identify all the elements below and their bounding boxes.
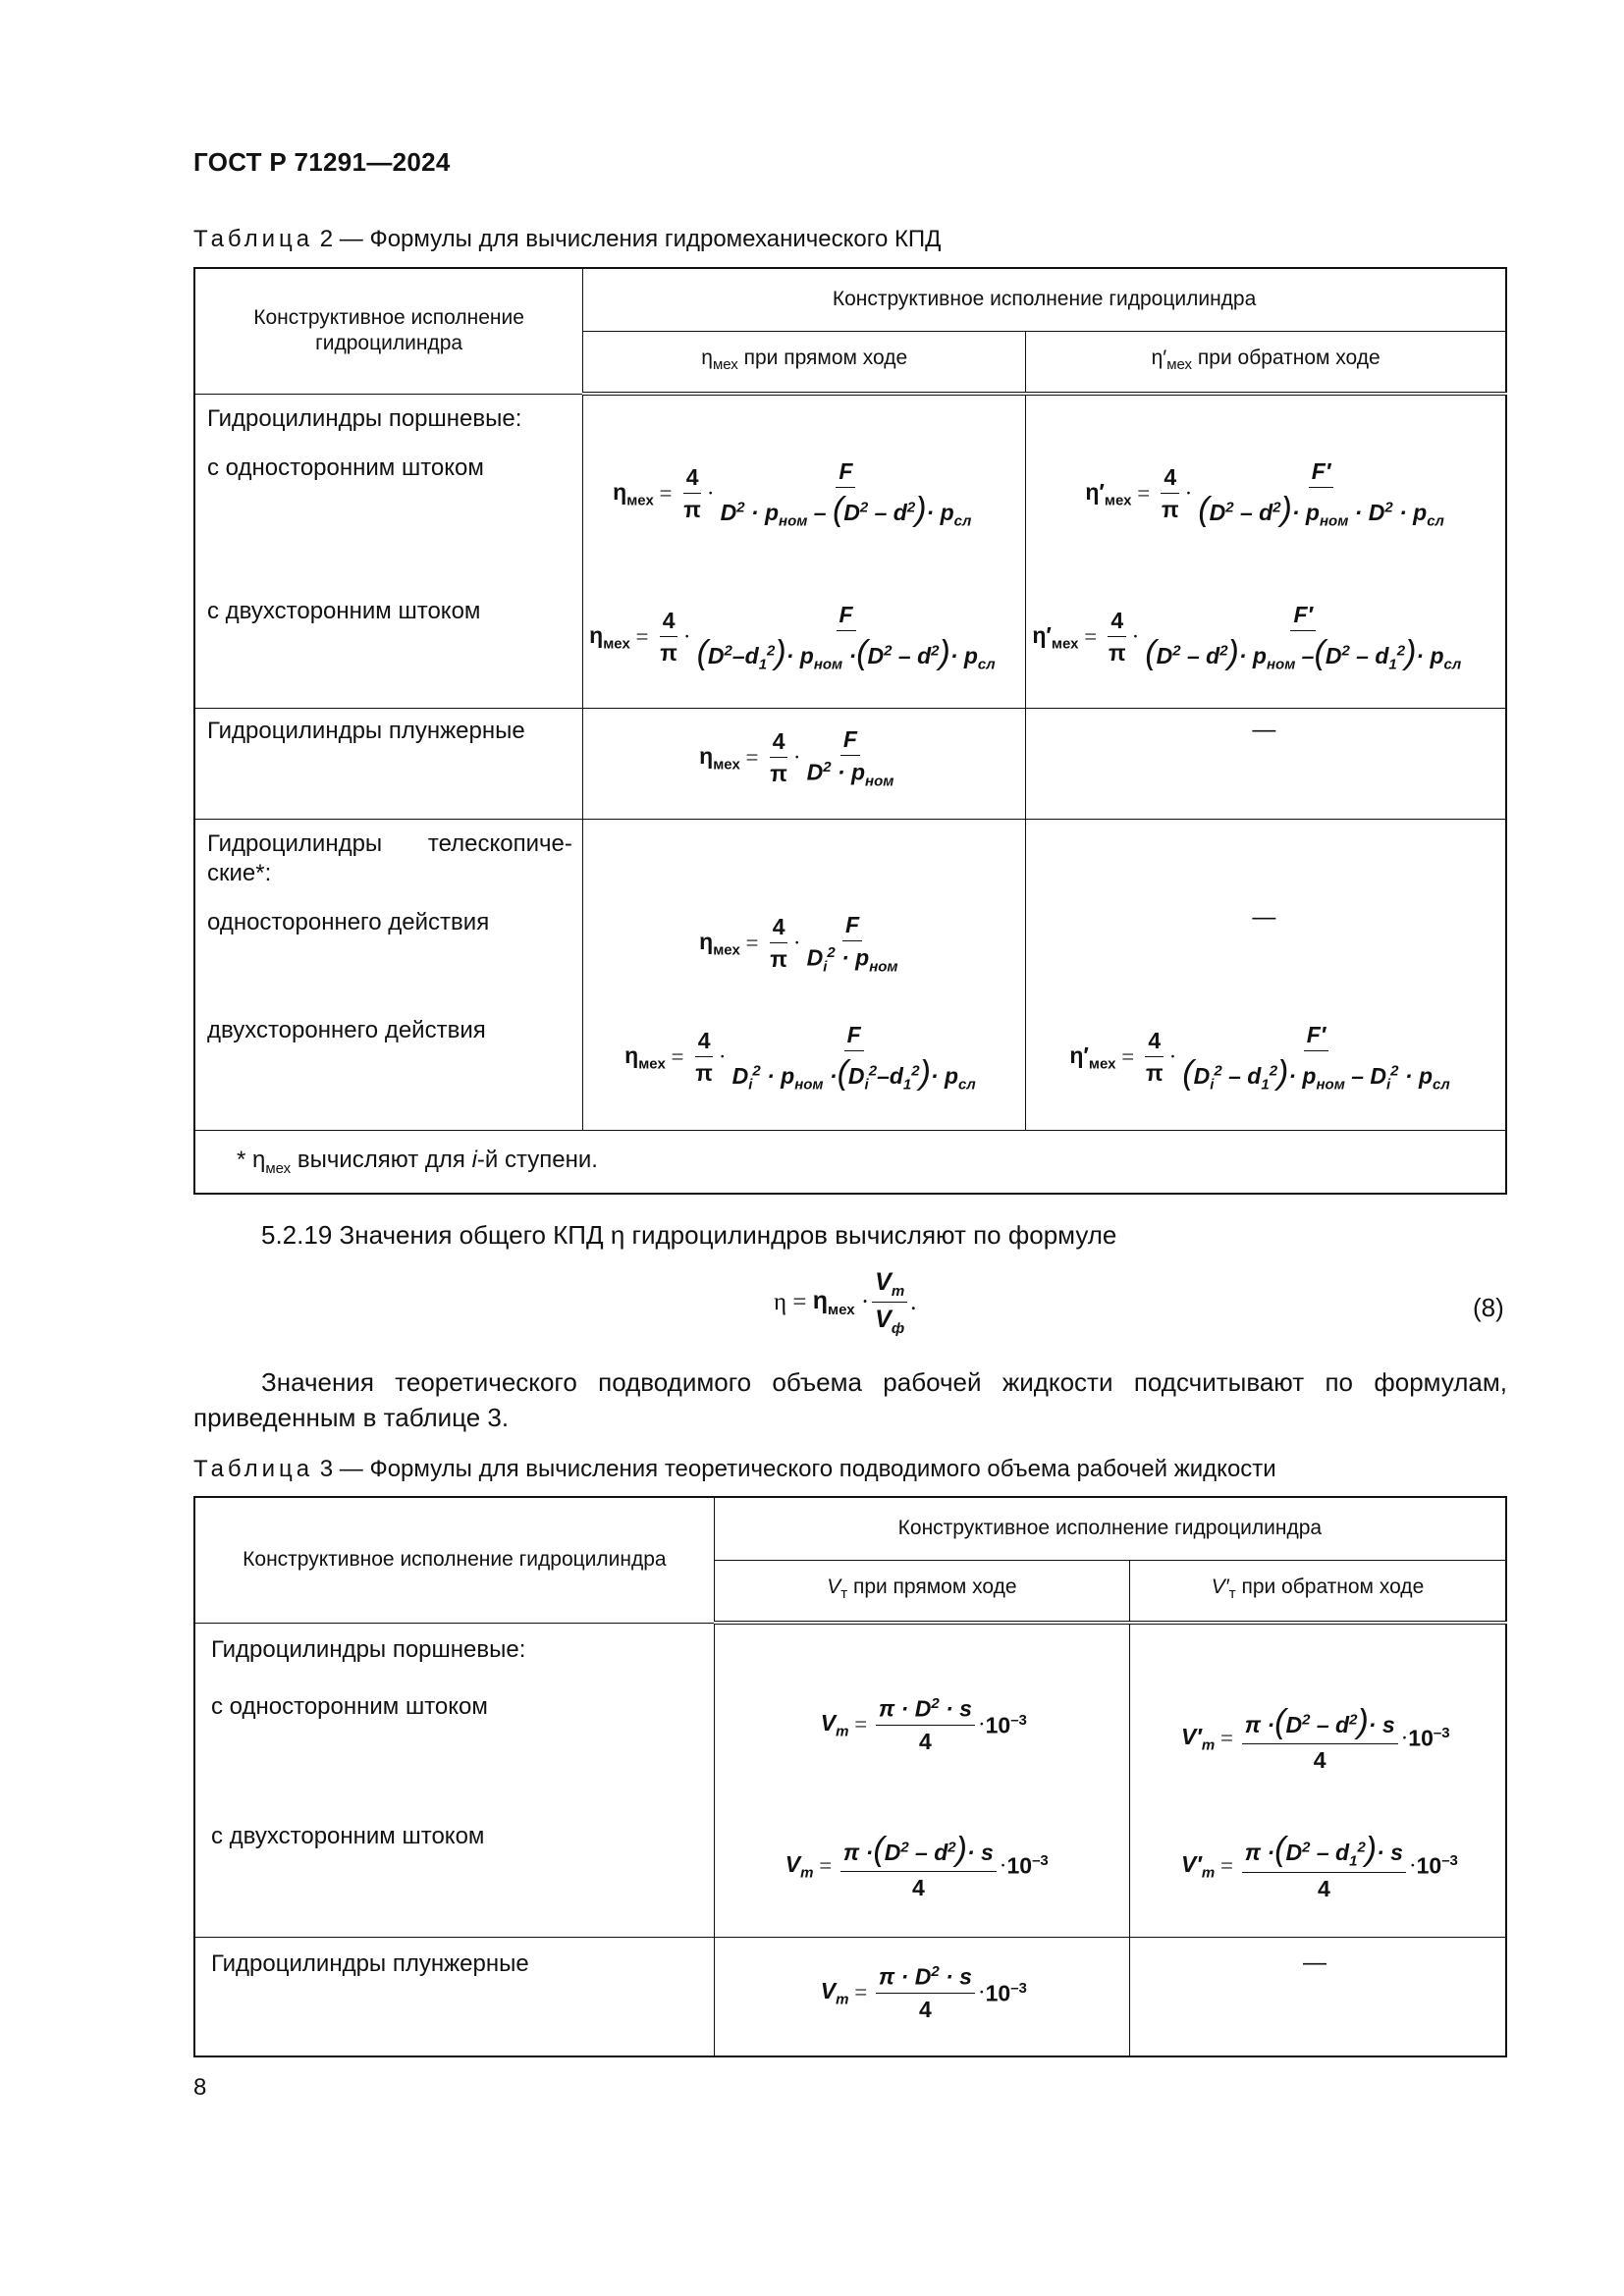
t3-head-group: Конструктивное исполнение гидроцилиндра	[714, 1497, 1506, 1560]
formula: $\eta'_{мех}$ = $\frac{4}{\pi}$ · $\frac{F'}{(D_i^2 - d_1^2)\cdot p_{ном} - D_i^2 \cdot p_{сл}}$	[1069, 1022, 1450, 1094]
t2-plunger-direct	[583, 709, 1026, 820]
row-label: с двухсторонним штоком	[211, 1822, 485, 1849]
t3-row-piston-label	[194, 1623, 714, 1938]
formula: $\eta'_{мех}$ = $\frac{4}{\pi}$ · $\frac{F'}{(D^2 - d^2)\cdot p_{ном} -(D^2 - d_1^2)\cdot p_{сл}}$	[1032, 602, 1462, 673]
t2-plunger-reverse	[1026, 709, 1506, 820]
t2-head-group: Конструктивное исполнение гидроцилиндра	[583, 268, 1506, 331]
t2-head-direct: $\eta_{мех}$ при прямом ходе	[583, 331, 1026, 394]
formula: $\eta'_{мех}$ = $\frac{4}{\pi}$ · $\frac{F'}{(D^2 - d^2)\cdot p_{ном} \cdot D^2 \cdot p_{сл}}$	[1085, 458, 1444, 530]
t2-row-piston-label	[194, 394, 583, 709]
document-header: ГОСТ Р 71291—2024	[193, 147, 451, 177]
t2-footnote: * $\eta_{мех}$ вычисляют для i-й ступени.	[194, 1131, 1506, 1194]
caption-prefix: Таблица	[193, 1456, 314, 1482]
t2-head-left: Конструктивное исполнение гидроцилиндра	[194, 268, 583, 394]
row-label: Гидроцилиндры плунжерные	[211, 1950, 529, 1977]
t3-piston-direct	[714, 1623, 1129, 1938]
formula-8: η = $\eta_{мех}$ · $\frac{V_т}{V_ф}$ .	[774, 1268, 917, 1337]
table-3	[193, 1496, 1507, 2057]
t3-row-plunger-label	[194, 1938, 714, 2057]
row-label: с односторонним штоком	[207, 454, 484, 481]
t3-piston-reverse	[1130, 1623, 1506, 1938]
caption-text: 2 — Формулы для вычисления гидромеханического КПД	[313, 226, 942, 252]
row-title: Гидроцилиндры поршневые:	[211, 1635, 526, 1663]
t3-head-reverse: $V'_т$ при обратном ходе	[1130, 1560, 1506, 1623]
dash: —	[1252, 904, 1276, 931]
row-title: Гидроцилиндры телескопиче- ские*:	[207, 830, 572, 886]
formula: $V_т$ = $\frac{\pi \cdot D^2 \cdot s}{4}$ · $10^{-3}$	[820, 1963, 1027, 2022]
caption-prefix: Таблица	[193, 226, 314, 252]
formula: $V_т$ = $\frac{\pi \cdot(D^2 - d^2)\cdot s}{4}$ · $10^{-3}$	[785, 1831, 1049, 1900]
t3-plunger-direct	[714, 1938, 1129, 2057]
dash: —	[1252, 717, 1276, 743]
t2-row-tele-label	[194, 820, 583, 1131]
t2-piston-reverse	[1026, 394, 1506, 709]
formula: $V'_т$ = $\frac{\pi \cdot(D^2 - d_1^2)\cdot s}{4}$ · $10^{-3}$	[1181, 1831, 1458, 1901]
page-number: 8	[193, 2074, 207, 2101]
t2-piston-direct	[583, 394, 1026, 709]
paragraph-5-2-19: 5.2.19 Значения общего КПД η гидроцилиндров вычисляют по формуле	[261, 1220, 1117, 1250]
formula: $\eta_{мех}$ = $\frac{4}{\pi}$ · $\frac{F}{(D^2-d_1^2)\cdot p_{ном} \cdot(D^2 - d^2)\cdot p_{сл}}$	[589, 602, 996, 673]
row-title: Гидроцилиндры поршневые:	[207, 404, 522, 432]
t3-head-left: Конструктивное исполнение гидроцилиндра	[194, 1497, 714, 1623]
t2-tele-reverse	[1026, 820, 1506, 1131]
formula-number: (8)	[1473, 1293, 1504, 1322]
row-label: двухстороннего действия	[207, 1017, 486, 1043]
table2-caption	[193, 226, 941, 253]
formula: $V_т$ = $\frac{\pi \cdot D^2 \cdot s}{4}$ · $10^{-3}$	[820, 1695, 1027, 1754]
table-2	[193, 267, 1507, 1195]
t2-row-plunger-label	[194, 709, 583, 820]
row-label: Гидроцилиндры плунжерные	[207, 718, 525, 744]
formula: $\eta_{мех}$ = $\frac{4}{\pi}$ · $\frac{F}{D^2 \cdot p_{ном}}$	[699, 726, 894, 790]
t3-plunger-reverse	[1130, 1938, 1506, 2057]
t2-head-reverse: $\eta'_{мех}$ при обратном ходе	[1026, 331, 1506, 394]
formula: $V'_т$ = $\frac{\pi \cdot(D^2 - d^2)\cdot s}{4}$ · $10^{-3}$	[1181, 1703, 1450, 1773]
formula: $\eta_{мех}$ = $\frac{4}{\pi}$ · $\frac{F}{D_i^2 \cdot p_{ном} \cdot(D_i^2-d_1^2)\cdot p_{сл}}$	[624, 1022, 976, 1094]
t2-tele-direct	[583, 820, 1026, 1131]
t3-head-direct: $V_т$ при прямом ходе	[714, 1560, 1129, 1623]
formula: $\eta_{мех}$ = $\frac{4}{\pi}$ · $\frac{F}{D_i^2 \cdot p_{ном}}$	[699, 912, 898, 976]
row-label: с двухсторонним штоком	[207, 597, 481, 624]
table3-caption	[193, 1456, 1276, 1483]
paragraph-volume: Значения теоретического подводимого объема рабочей жидкости подсчитывают по формулам, приведенным в таблице 3.	[193, 1367, 1507, 1432]
formula: $\eta_{мех}$ = $\frac{4}{\pi}$ · $\frac{F}{D^2 \cdot p_{ном} - (D^2 - d^2)\cdot p_{сл}}$	[613, 458, 972, 530]
row-label: одностороннего действия	[207, 909, 490, 935]
dash: —	[1303, 1949, 1327, 1976]
row-label: с односторонним штоком	[211, 1692, 488, 1720]
caption-text: 3 — Формулы для вычисления теоретического подводимого объема рабочей жидкости	[313, 1456, 1276, 1482]
